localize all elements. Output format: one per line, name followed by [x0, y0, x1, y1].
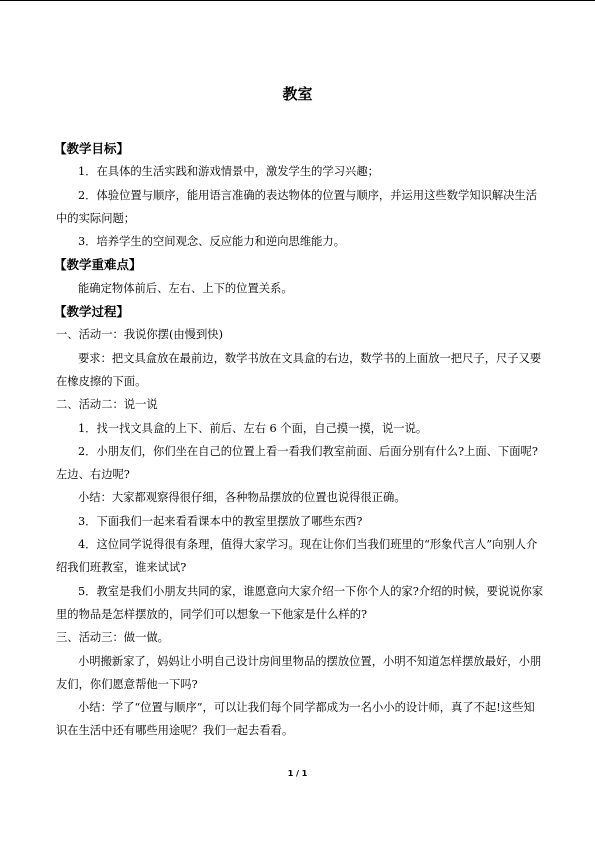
goals-heading: 【教学目标】 — [54, 141, 130, 156]
activity2-item-4: 4．这位同学说得很有条理，值得大家学习。现在让你们当我们班里的“形象代言人”向别人介绍我们班教室，谁来试试? — [56, 538, 538, 575]
activity2-item-1: 1．找一找文具盒的上下、前后、左右 6 个面，自己摸一摸，说一说。 — [78, 421, 428, 435]
activity2-item-5: 5．教室是我们小朋友共同的家，谁愿意向大家介绍一下你个人的家?介绍的时候，要说说你家里的物品是怎样摆放的，同学们可以想象一下他家是什么样的? — [56, 584, 544, 621]
activity1-text: 要求：把文具盒放在最前边，数学书放在文具盒的右边，数学书的上面放一把尺子，尺子又要在橡皮擦的下面。 — [56, 351, 542, 388]
top-rule — [0, 0, 595, 1]
key-points-text: 能确定物体前后、左右、上下的位置关系。 — [78, 281, 293, 295]
activity2-item-2: 2．小朋友们，你们坐在自己的位置上看一看我们教室前面、后面分别有什么?上面、下面呢?左边、右边呢? — [56, 444, 538, 482]
activity2-item-3: 3．下面我们一起来看看课本中的教室里摆放了哪些东西? — [78, 514, 363, 528]
activity3-text: 小明搬新家了，妈妈让小明自己设计房间里物品的摆放位置，小明不知道怎样摆放最好，小朋友们，你们愿意帮他一下吗? — [56, 654, 542, 691]
goal-item-2: 2．体验位置与顺序，能用语言准确的表达物体的位置与顺序，并运用这些数学知识解决生活中的实际问题； — [56, 188, 538, 225]
document-body — [56, 137, 544, 743]
activity3-title: 三、活动三：做一做。 — [56, 631, 169, 645]
activity3-summary: 小结：学了“位置与顺序”，可以让我们每个同学都成为一名小小的设计师，真了不起!这些知识在生活中还有哪些用途呢？我们一起去看看。 — [56, 701, 535, 738]
activity1-title: 一、活动一：我说你摆(由慢到快) — [56, 328, 223, 342]
key-points-heading: 【教学重难点】 — [54, 257, 142, 273]
page-title: 教室 — [282, 85, 313, 103]
goal-item-3: 3．培养学生的空间观念、反应能力和逆向思维能力。 — [78, 235, 346, 249]
page-number: 1 / 1 — [287, 769, 308, 778]
activity2-summary: 小结：大家都观察得很仔细，各种物品摆放的位置也说得很正确。 — [78, 491, 406, 505]
goal-item-1: 1．在具体的生活实践和游戏情景中，激发学生的学习兴趣； — [78, 165, 379, 179]
process-heading: 【教学过程】 — [54, 304, 130, 320]
activity2-title: 二、活动二：说一说 — [56, 398, 158, 412]
